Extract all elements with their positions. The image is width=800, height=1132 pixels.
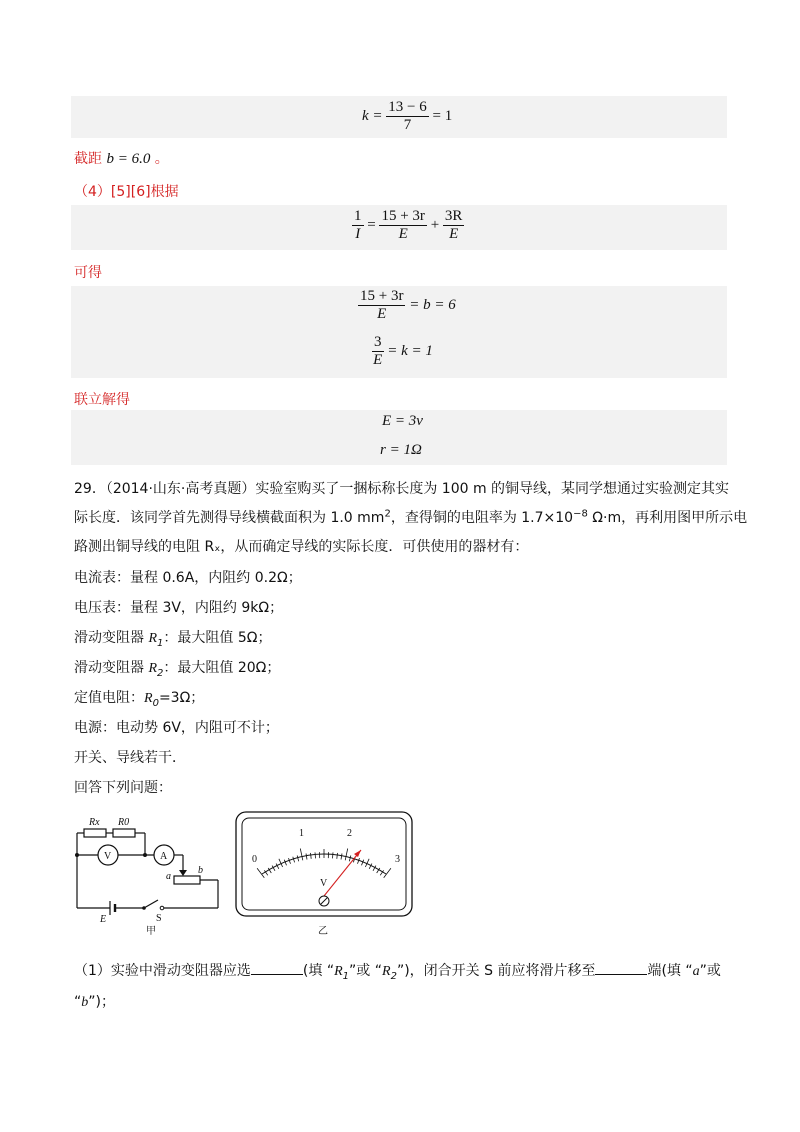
equipment-voltmeter: 电压表：量程 3V，内阻约 9kΩ； — [74, 600, 284, 616]
frac-num: 13 − 6 — [388, 99, 427, 115]
answer-blank-2[interactable] — [595, 962, 647, 975]
label-s: S — [156, 913, 162, 924]
equation-inverse-current: $\frac{1}{I}$ = $\frac{15 + 3r}{E}$ + $\frac{3R}{E}$ — [354, 208, 463, 242]
sub1-text: ”或 — [699, 963, 721, 979]
label-rx: Rx — [89, 817, 100, 828]
symbol-sub: 1 — [342, 970, 350, 982]
equation-k2 — [372, 334, 433, 369]
symbol-R: R — [148, 661, 158, 676]
frac-den: E — [449, 226, 459, 242]
frac-den: E — [398, 226, 408, 242]
dial-tick — [333, 852, 334, 858]
frac-num: 15 + 3r — [381, 208, 425, 224]
item-text: ：最大阻值 5Ω； — [163, 630, 272, 646]
dial-label-0: 0 — [252, 854, 257, 865]
fraction-1-over-I — [352, 208, 364, 243]
ammeter-symbol: A — [160, 851, 168, 862]
eq-k2-rhs: = k = 1 — [387, 342, 433, 359]
answer-prompt: 回答下列问题： — [74, 780, 172, 796]
q29-line1: 29．（2014·山东·高考真题）实验室购买了一捆标称长度为 100 m 的铜导线，某同学想通过实验测定其实 — [74, 481, 730, 497]
frac-num: 3 — [374, 334, 382, 350]
eq-k-lhs: k — [362, 107, 369, 124]
label-e: E — [100, 914, 107, 925]
plus-sign: + — [430, 216, 440, 233]
symbol-sub: 0 — [152, 697, 159, 709]
equipment-switch: 开关、导线若干． — [74, 750, 186, 766]
q29-line3: 路测出铜导线的电阻 Rₓ，从而确定导线的实际长度．可供使用的器材有： — [74, 539, 529, 555]
q29-line2b: ，查得铜的电阻率为 1.7×10 — [390, 510, 574, 526]
dial-label-1: 1 — [299, 828, 304, 839]
frac-num: 1 — [354, 208, 362, 224]
item-text: ：最大阻值 20Ω； — [163, 660, 281, 676]
frac-den: 7 — [403, 117, 412, 133]
kede-label: 可得 — [74, 265, 102, 281]
equipment-ammeter: 电流表：量程 0.6A，内阻约 0.2Ω； — [74, 570, 302, 586]
sub-question-1-line1 — [74, 960, 721, 982]
eq-k-rhs: = 1 — [432, 107, 453, 124]
frac-den: E — [377, 306, 387, 322]
eq-b-rhs: = b = 6 — [409, 296, 456, 313]
equation-k: k = $\frac{13 - 6}{7}$ = 1 — [362, 99, 453, 133]
sub1-text: ”)； — [88, 994, 115, 1010]
intercept-line — [74, 148, 169, 168]
sub1-text: “ — [74, 994, 82, 1010]
symbol-sub: 2 — [390, 970, 397, 982]
caption-jia: 甲 — [146, 926, 156, 937]
frac-den: E — [373, 352, 383, 368]
frac-den: I — [355, 226, 361, 242]
label-r0: R0 — [118, 817, 130, 828]
dial-label-2: 2 — [347, 828, 352, 839]
intercept-label: 截距 — [74, 151, 102, 167]
frac-num: 15 + 3r — [360, 288, 404, 304]
intercept-math: b = 6.0 — [106, 151, 151, 167]
dial-tick — [315, 852, 316, 858]
fraction-k — [386, 99, 428, 134]
item-text: 滑动变阻器 — [74, 660, 149, 676]
symbol-sub: 1 — [157, 637, 164, 649]
equipment-source: 电源：电动势 6V，内阻可不计； — [74, 720, 279, 736]
q29-line2 — [74, 507, 747, 527]
frac-num: 3R — [444, 208, 463, 224]
label-b: b — [198, 865, 203, 876]
sub1-text: ”)，闭合开关 S 前应将滑片移至 — [396, 963, 596, 979]
voltmeter-dial — [232, 808, 418, 938]
step4-label: （4）[5][6]根据 — [74, 184, 179, 200]
answer-blank-1[interactable] — [251, 962, 303, 975]
fraction-15-3r-over-E — [379, 208, 426, 243]
equation-r: r = 1Ω — [380, 442, 422, 458]
sub1-text: 端(填 “ — [647, 963, 693, 979]
equation-E: E = 3v — [382, 413, 423, 429]
symbol-sub: 2 — [157, 667, 164, 679]
q29-line2a: 际长度．该同学首先测得导线横截面积为 1.0 mm — [74, 510, 385, 526]
fraction-b — [358, 288, 405, 323]
circuit-diagram — [70, 808, 225, 938]
symbol-R: R — [334, 964, 343, 979]
sub1-text: ”或 “ — [349, 963, 382, 979]
sub1-text: (填 “ — [302, 963, 335, 979]
lianli-label: 联立解得 — [74, 392, 130, 408]
intercept-end: 。 — [154, 151, 169, 167]
q29-sup: 2 — [384, 508, 391, 520]
equipment-r0 — [74, 687, 204, 709]
item-text: 定值电阻： — [74, 690, 144, 706]
q29-sup2: −8 — [573, 508, 588, 520]
fraction-3R-over-E — [443, 208, 465, 243]
sub-question-1-line2 — [74, 991, 115, 1011]
dial-label-3: 3 — [395, 854, 400, 865]
symbol-a: a — [692, 964, 700, 979]
equipment-r2 — [74, 657, 280, 679]
voltmeter-symbol: V — [104, 851, 112, 862]
equation-b — [358, 288, 456, 323]
item-text: =3Ω； — [158, 690, 205, 706]
fraction-k2 — [372, 334, 384, 369]
sub1-text: （1）实验中滑动变阻器应选 — [74, 963, 251, 979]
label-a: a — [166, 871, 171, 882]
dial-unit: V — [320, 878, 328, 889]
item-text: 滑动变阻器 — [74, 630, 149, 646]
equipment-r1 — [74, 627, 271, 649]
symbol-b: b — [81, 995, 89, 1010]
q29-line2c: Ω·m，再利用图甲所示电 — [587, 510, 748, 526]
symbol-R: R — [144, 691, 153, 706]
symbol-R: R — [148, 631, 158, 646]
symbol-R: R — [382, 964, 391, 979]
caption-yi: 乙 — [318, 926, 328, 937]
